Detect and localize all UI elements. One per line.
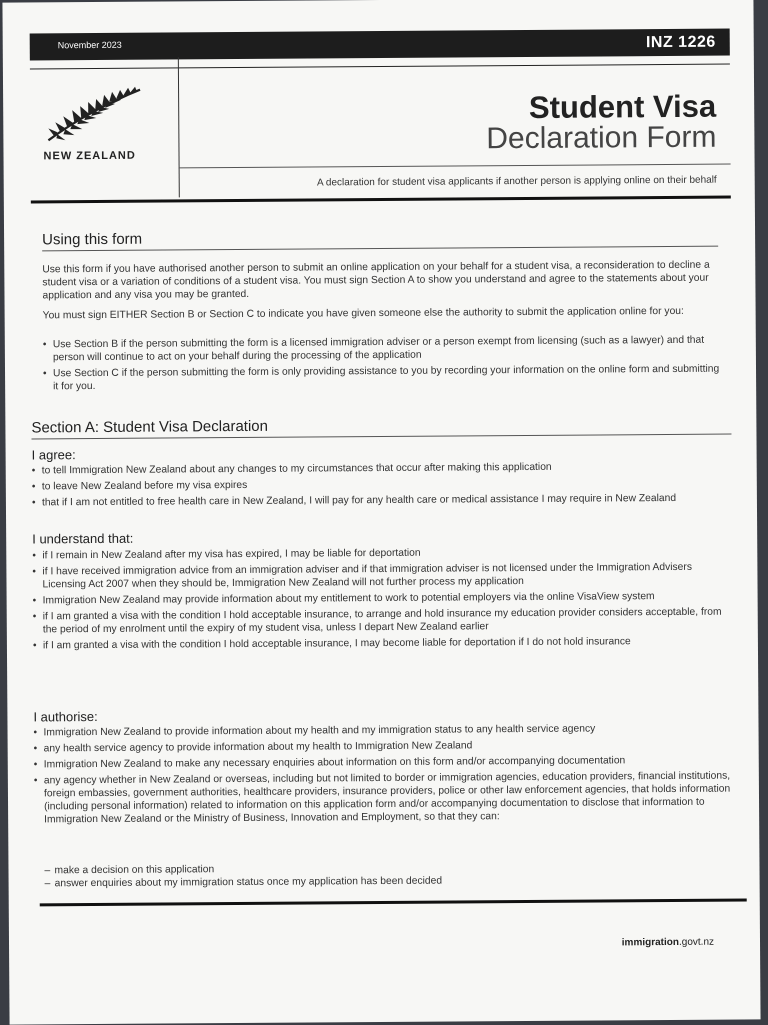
- list-item: • if I am granted a visa with the condition I hold acceptable insurance, to arrange and hold insurance my education provider considers acceptable, from the period of my enrolment until the expiry of my student visa, unless I depart New Zealand earlier: [33, 606, 735, 637]
- list-item: • to tell Immigration New Zealand about any changes to my circumstances that occur after making this application: [32, 460, 732, 478]
- logo-text: NEW ZEALAND: [43, 149, 136, 163]
- silver-fern-logo-icon: [40, 84, 152, 145]
- section-a-heading: Section A: Student Visa Declaration: [31, 417, 269, 437]
- authorise-list: [33, 722, 738, 830]
- divider: [179, 164, 731, 169]
- header-bar: [30, 29, 730, 61]
- divider: [40, 898, 747, 906]
- list-item: • any agency whether in New Zealand or overseas, including but not limited to border or immigration agencies, education providers, financial institutions, foreign embassies, government authorities, healthcare providers, insurance providers, police or other law enforcement agencies, that holds information (including personal information) related to information on this application form and/or accompanying documentation to disclose that information to Immigration New Zealand or the Ministry of Business, Innovation and Employment, so that they can:: [34, 770, 738, 827]
- list-item: • Use Section B if the person submitting the form is a licensed immigration adviser or a person exempt from licensing (such as a lawyer) and that person will continue to act on your behalf during the processing of the application: [43, 334, 723, 365]
- divider: [178, 57, 180, 197]
- list-item: • any health service agency to provide information about my health to Immigration New Zealand: [34, 738, 738, 756]
- list-item: • if I am granted a visa with the condition I hold acceptable insurance, I may become liable for deportation if I do not hold insurance: [33, 635, 735, 653]
- footer-site-domain: .govt.nz: [678, 936, 715, 948]
- using-paragraph-2: You must sign EITHER Section B or Section C to indicate you have given someone else the authority to submit the application online for you:: [42, 305, 684, 322]
- footer-website: [622, 937, 714, 949]
- form-page: [2, 0, 760, 1025]
- list-item: • to leave New Zealand before my visa expires: [32, 476, 732, 494]
- divider: [31, 196, 731, 204]
- divider: [30, 64, 730, 70]
- list-item: • if I remain in New Zealand after my visa has expired, I may be liable for deportation: [32, 545, 734, 563]
- list-item: • if I have received immigration advice from an immigration adviser and if that immigration adviser is not licensed under the Immigration Advisers Licensing Act 2007 when they should be, Immigration New Zealand will not further process my application: [32, 561, 734, 592]
- understand-list: [32, 545, 735, 656]
- list-item: • Immigration New Zealand may provide information about my entitlement to work to potential employers via the online VisaView system: [33, 590, 735, 608]
- agree-list: [32, 460, 732, 513]
- form-code: INZ 1226: [645, 33, 716, 52]
- divider: [42, 246, 718, 252]
- using-list: [43, 334, 723, 397]
- authorise-heading: I authorise:: [33, 708, 98, 725]
- list-item: – answer enquiries about my immigration status once my application has been decided: [45, 873, 735, 891]
- authorise-sub-list: [44, 860, 734, 891]
- agree-heading: I agree:: [31, 447, 76, 463]
- understand-heading: I understand that:: [32, 530, 134, 547]
- footer-site-bold: immigration: [621, 936, 680, 949]
- list-item: • that if I am not entitled to free health care in New Zealand, I will pay for any health care or medical assistance I may require in New Zealand: [32, 492, 732, 510]
- issue-date: November 2023: [57, 39, 122, 51]
- section-heading-using: Using this form: [42, 230, 143, 249]
- list-item: • Immigration New Zealand to make any necessary enquiries about information on this form and/or accompanying documentation: [34, 754, 738, 772]
- form-subtitle: A declaration for student visa applicants if another person is applying online on their behalf: [316, 174, 717, 189]
- list-item: • Use Section C if the person submitting the form is only providing assistance to you by recording your information on the online form and submitting it for you.: [43, 363, 723, 394]
- form-title-line2: Declaration Form: [486, 120, 717, 156]
- list-item: • Immigration New Zealand to provide information about my health and my immigration status to any health service agency: [33, 722, 737, 740]
- form-title: Student Visa: [528, 88, 717, 125]
- using-paragraph-1: Use this form if you have authorised another person to submit an online application on your behalf for a student visa, a reconsideration to decline a student visa or a variation of conditions of a student visa. You must sign Section A to show you understand and agree to the statements about your application and any visa you may be granted.: [42, 259, 710, 302]
- list-item: – make a decision on this application: [44, 860, 734, 878]
